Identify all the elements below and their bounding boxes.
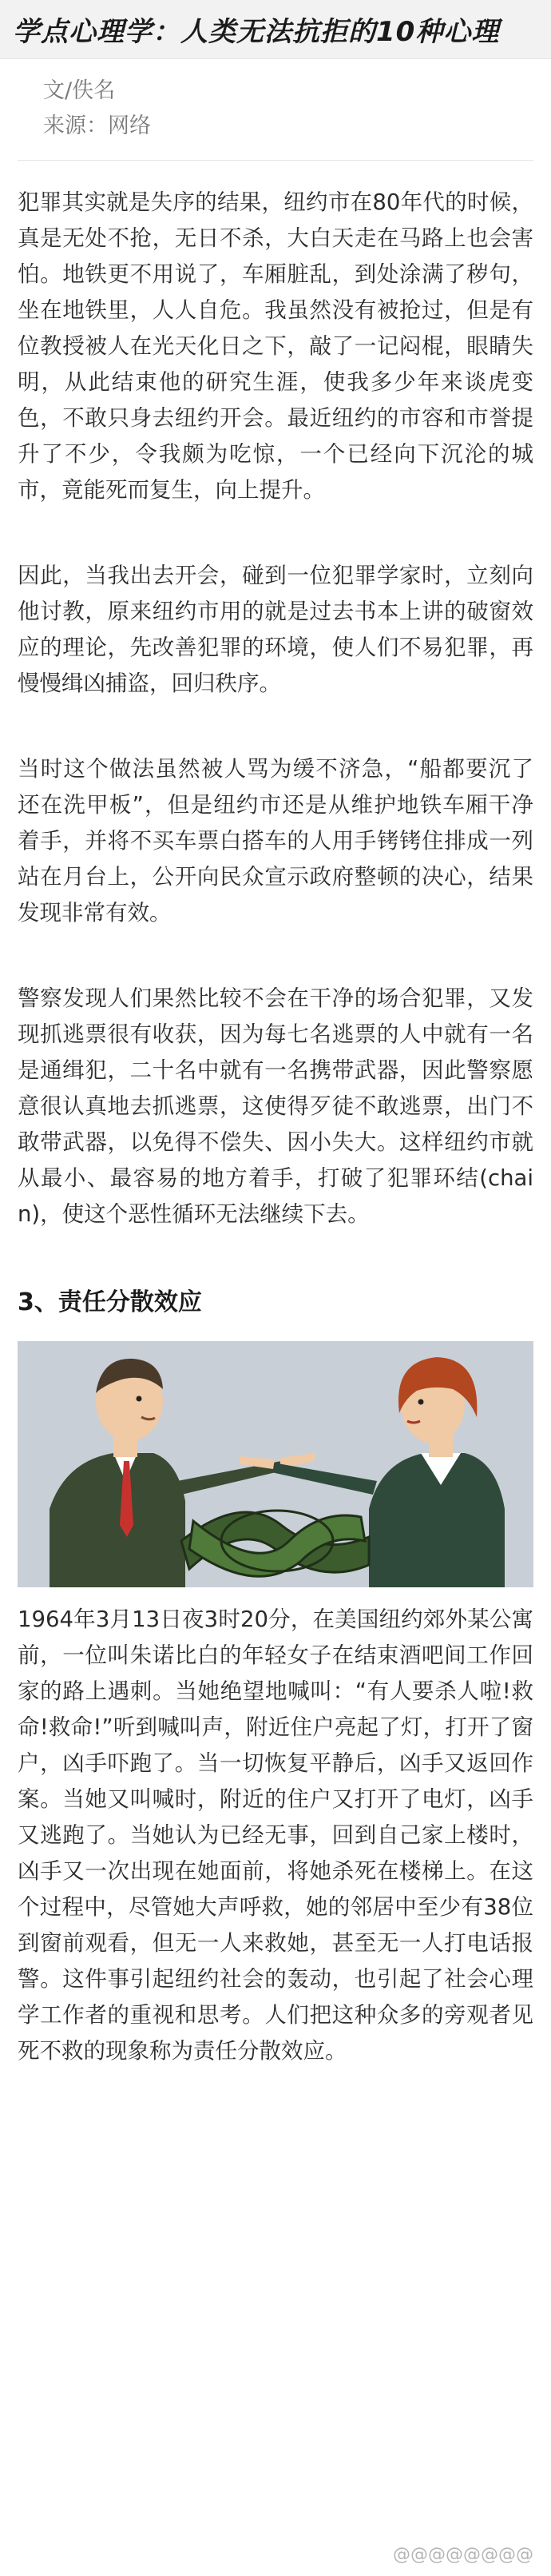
illustration <box>18 1341 533 1587</box>
paragraph-2: 因此，当我出去开会，碰到一位犯罪学家时，立刻向他讨教，原来纽约市用的就是过去书本上讲的破窗效应的理论，先改善犯罪的环境，使人们不易犯罪，再慢慢缉凶捕盗，回归秩序。 <box>18 563 533 696</box>
paragraph-5: 1964年3月13日夜3时20分，在美国纽约郊外某公寓前，一位叫朱诺比白的年轻女子在结束酒吧间工作回家的路上遇刺。当她绝望地喊叫：“有人要杀人啦!救命!救命!”听到喊叫声，附近住户亮起了灯，打开了窗户，凶手吓跑了。当一切恢复平静后，凶手又返回作案。当她又叫喊时，附近的住户又打开了电灯，凶手又逃跑了。当她认为已经无事，回到自己家上楼时，凶手又一次出现在她面前，将她杀死在楼梯上。在这个过程中，尽管她大声呼救，她的邻居中至少有38位到窗前观看，但无一人来救她，甚至无一人打电话报警。这件事引起纽约社会的轰动，也引起了社会心理学工作者的重视和思考。人们把这种众多的旁观者见死不救的现象称为责任分散效应。 <box>18 1607 533 2064</box>
title-bar <box>0 0 551 59</box>
watermark: @@@@@@@@ <box>393 2545 533 2565</box>
article-meta <box>0 59 551 144</box>
section-heading: 3、责任分散效应 <box>18 1288 202 1316</box>
paragraph-3: 当时这个做法虽然被人骂为缓不济急，“船都要沉了还在洗甲板”，但是纽约市还是从维护地铁车厢干净着手，并将不买车票白搭车的人用手铐铐住排成一列站在月台上，公开向民众宣示政府整顿的决心，结果发现非常有效。 <box>18 756 533 926</box>
illustration-svg <box>18 1341 533 1587</box>
author-line: 文/佚名 <box>43 78 116 103</box>
article-body <box>0 161 551 2069</box>
paragraph-4: 警察发现人们果然比较不会在干净的场合犯罪，又发现抓逃票很有收获，因为每七名逃票的人中就有一名是通缉犯，二十名中就有一名携带武器，因此警察愿意很认真地去抓逃票，这使得歹徒不敢逃票，出门不敢带武器，以免得不偿失、因小失大。这样纽约市就从最小、最容易的地方着手，打破了犯罪环结(chain)，使这个恶性循环无法继续下去。 <box>18 985 533 1227</box>
source-line: 来源：网络 <box>43 113 151 138</box>
paragraph-1: 犯罪其实就是失序的结果，纽约市在80年代的时候，真是无处不抢，无日不杀，大白天走在马路上也会害怕。地铁更不用说了，车厢脏乱，到处涂满了秽句，坐在地铁里，人人自危。我虽然没有被抢过，但是有位教授被人在光天化日之下，敲了一记闷棍，眼睛失明，从此结束他的研究生涯，使我多少年来谈虎变色，不敢只身去纽约开会。最近纽约的市容和市誉提升了不少，令我颇为吃惊，一个已经向下沉沦的城市，竟能死而复生，向上提升。 <box>18 189 533 503</box>
article-title: 学点心理学：人类无法抗拒的10种心理 <box>13 16 500 48</box>
